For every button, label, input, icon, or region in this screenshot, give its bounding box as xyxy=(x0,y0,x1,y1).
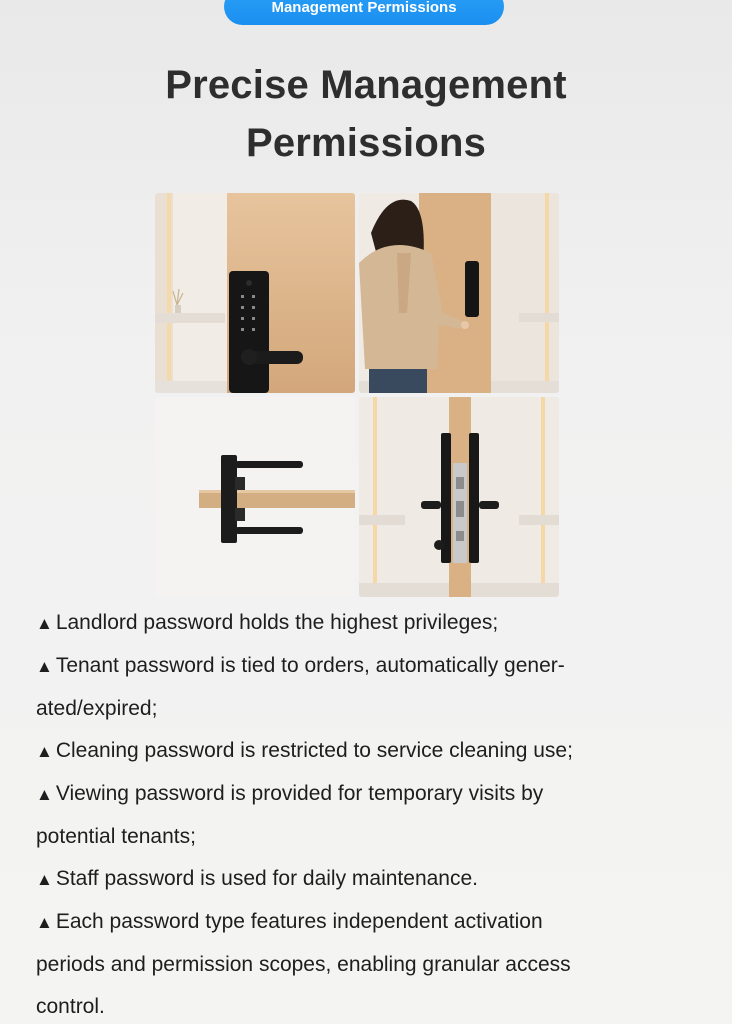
permission-feature-list xyxy=(36,602,708,1024)
triangle-bullet-icon: ▲ xyxy=(36,657,53,676)
feature-independent-periods: ▲ Each password type features independent activation periods and permission scopes, enabling granular access control. xyxy=(36,910,571,1018)
feature-cleaning: ▲ Cleaning password is restricted to service cleaning use; xyxy=(36,739,573,762)
feature-tenant: ▲ Tenant password is tied to orders, automatically gener- ated/expired; xyxy=(36,654,565,720)
lock-handle-side-view-photo xyxy=(155,397,355,597)
product-photo-grid xyxy=(155,193,559,597)
smart-lock-door-front-photo xyxy=(155,193,355,393)
triangle-bullet-icon: ▲ xyxy=(36,614,53,633)
feature-staff: ▲ Staff password is used for daily maintenance. xyxy=(36,867,479,890)
feature-landlord: ▲ Landlord password holds the highest privileges; xyxy=(36,611,499,634)
badge-label: Management Permissions xyxy=(271,0,457,16)
title-line-2: Permissions xyxy=(245,121,487,165)
woman-opening-door-photo xyxy=(359,193,559,393)
triangle-bullet-icon: ▲ xyxy=(36,913,53,932)
page-title xyxy=(0,56,732,172)
feature-viewing: ▲ Viewing password is provided for temporary visits by potential tenants; xyxy=(36,782,544,848)
management-permissions-badge xyxy=(224,0,504,25)
triangle-bullet-icon: ▲ xyxy=(36,785,53,804)
lock-mortise-edge-view-photo xyxy=(359,397,559,597)
triangle-bullet-icon: ▲ xyxy=(36,870,53,889)
title-line-1: Precise Management xyxy=(165,63,567,107)
triangle-bullet-icon: ▲ xyxy=(36,742,53,761)
